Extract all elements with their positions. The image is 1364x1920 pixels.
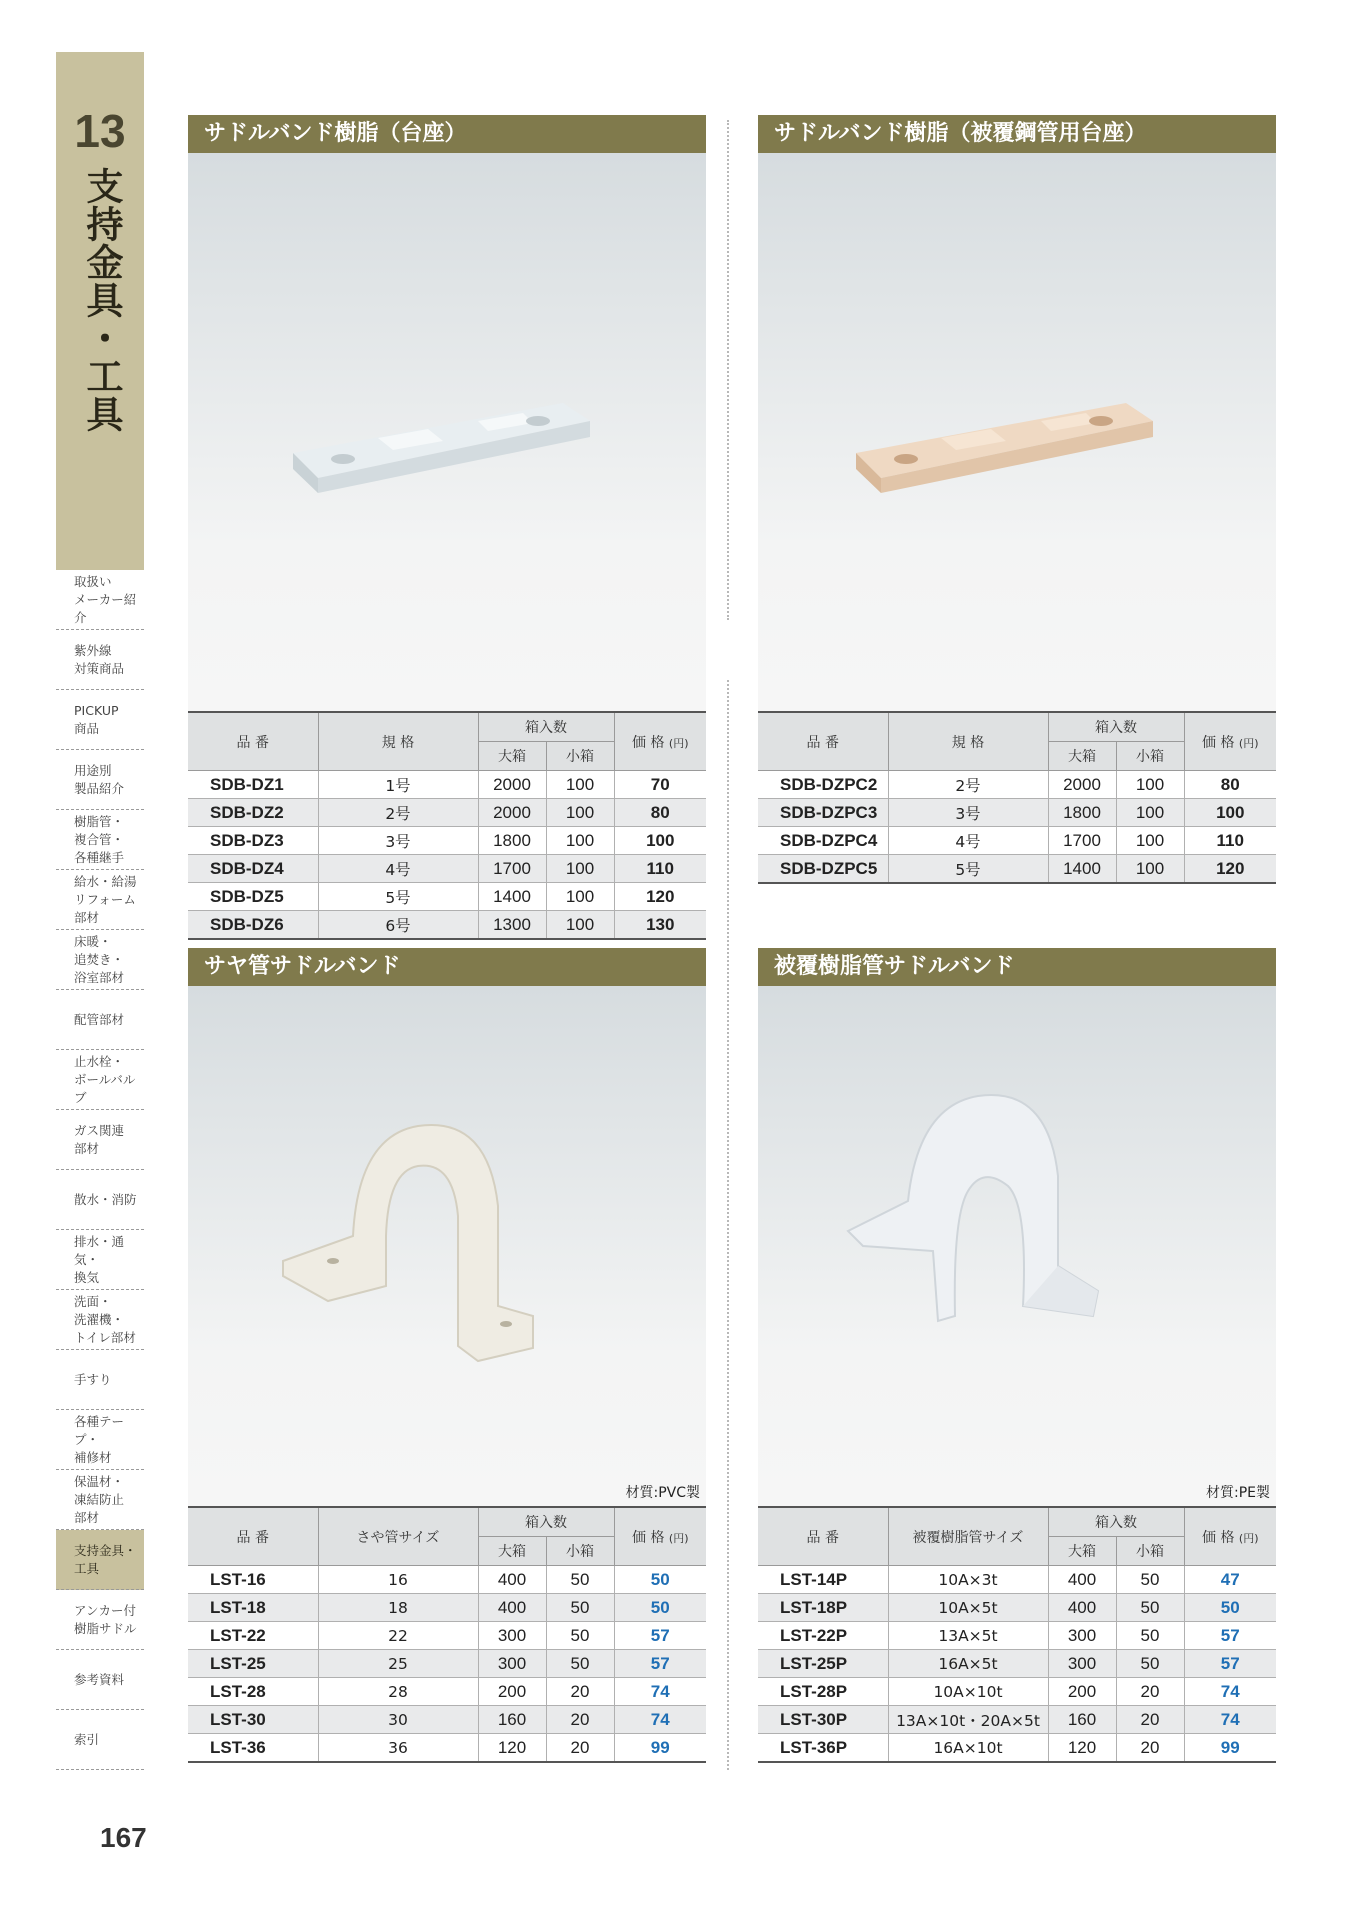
small-box-qty: 100: [546, 827, 614, 855]
side-nav-line: 散水・消防: [74, 1191, 137, 1207]
product-code: LST-22P: [758, 1622, 888, 1650]
side-nav-line: 追焚き・: [74, 951, 125, 967]
side-nav-line: ボールバルブ: [74, 1071, 136, 1105]
side-nav-line: 対策商品: [74, 660, 125, 676]
small-box-qty: 100: [1116, 799, 1184, 827]
size-spec: 5号: [318, 883, 478, 911]
side-nav-line: 複合管・: [74, 831, 125, 847]
side-nav-item[interactable]: [56, 1650, 144, 1710]
side-nav-line: 換気: [74, 1269, 100, 1285]
header-code: 品 番: [758, 1507, 888, 1566]
side-nav-item[interactable]: [56, 1050, 144, 1110]
price: 50: [1184, 1594, 1276, 1622]
header-price: 価 格 (円): [1184, 1507, 1276, 1566]
price: 57: [1184, 1622, 1276, 1650]
large-box-qty: 120: [478, 1734, 546, 1763]
header-large-box: 大箱: [478, 1537, 546, 1566]
large-box-qty: 160: [478, 1706, 546, 1734]
small-box-qty: 50: [1116, 1566, 1184, 1594]
size-spec: 28: [318, 1678, 478, 1706]
large-box-qty: 1700: [1048, 827, 1116, 855]
side-nav-label: [74, 1233, 144, 1287]
size-spec: 6号: [318, 911, 478, 940]
price: 74: [1184, 1706, 1276, 1734]
spec-table: [758, 711, 1276, 884]
side-nav-item[interactable]: [56, 1710, 144, 1770]
product-code: SDB-DZPC3: [758, 799, 888, 827]
large-box-qty: 400: [1048, 1594, 1116, 1622]
table-row: [758, 1678, 1276, 1706]
product-code: LST-30P: [758, 1706, 888, 1734]
header-code: 品 番: [188, 712, 318, 771]
side-nav-item[interactable]: [56, 1110, 144, 1170]
product-code: SDB-DZ6: [188, 911, 318, 940]
small-box-qty: 20: [546, 1678, 614, 1706]
material-label: 材質:PVC製: [625, 1485, 700, 1501]
table-row: [758, 1650, 1276, 1678]
side-nav-line: 保温材・: [74, 1473, 125, 1489]
product-photo: [758, 986, 1276, 1506]
table-row: [758, 1734, 1276, 1763]
side-nav-item[interactable]: [56, 870, 144, 930]
side-nav-label: [74, 1011, 124, 1029]
side-nav-item[interactable]: [56, 1290, 144, 1350]
product-code: LST-16: [188, 1566, 318, 1594]
size-spec: 4号: [888, 827, 1048, 855]
product-code: SDB-DZ3: [188, 827, 318, 855]
side-nav-line: 用途別: [74, 762, 112, 778]
side-nav-line: トイレ部材: [74, 1329, 136, 1345]
side-nav-line: 給水・給湯: [74, 873, 137, 889]
header-large-box: 大箱: [1048, 742, 1116, 771]
side-nav-label: [74, 1122, 124, 1158]
product-section-saddle-coated-base: [758, 115, 1276, 884]
table-row: [758, 1594, 1276, 1622]
side-nav-line: 部材: [74, 1509, 100, 1525]
table-row: [758, 855, 1276, 884]
size-spec: 30: [318, 1706, 478, 1734]
section-title: サヤ管サドルバンド: [188, 948, 706, 986]
size-spec: 10A×5t: [888, 1594, 1048, 1622]
side-nav-line: メーカー紹介: [74, 591, 137, 625]
table-row: [758, 1706, 1276, 1734]
side-nav-line: 索引: [74, 1731, 100, 1747]
size-spec: 16: [318, 1566, 478, 1594]
table-body: [188, 1566, 706, 1763]
product-code: SDB-DZPC2: [758, 771, 888, 799]
product-code: LST-36: [188, 1734, 318, 1763]
header-small-box: 小箱: [1116, 742, 1184, 771]
size-spec: 16A×5t: [888, 1650, 1048, 1678]
product-code: SDB-DZPC5: [758, 855, 888, 884]
side-nav-item[interactable]: [56, 990, 144, 1050]
large-box-qty: 2000: [478, 799, 546, 827]
price: 100: [1184, 799, 1276, 827]
small-box-qty: 100: [546, 799, 614, 827]
price: 80: [614, 799, 706, 827]
large-box-qty: 400: [478, 1594, 546, 1622]
size-spec: 13A×5t: [888, 1622, 1048, 1650]
table-row: [188, 1734, 706, 1763]
side-nav-line: 部材: [74, 1140, 100, 1156]
side-nav-label: [74, 702, 119, 738]
side-nav-line: 樹脂管・: [74, 813, 125, 829]
spec-table: [188, 1506, 706, 1763]
header-box: 箱入数: [478, 712, 614, 742]
side-nav-item[interactable]: [56, 630, 144, 690]
table-row: [758, 799, 1276, 827]
large-box-qty: 400: [1048, 1566, 1116, 1594]
large-box-qty: 300: [1048, 1650, 1116, 1678]
table-row: [188, 1650, 706, 1678]
size-spec: 2号: [318, 799, 478, 827]
small-box-qty: 20: [1116, 1706, 1184, 1734]
saddle-base-beige-image: [758, 153, 1276, 711]
side-nav-line: 手すり: [74, 1371, 112, 1387]
product-code: LST-25P: [758, 1650, 888, 1678]
large-box-qty: 1300: [478, 911, 546, 940]
product-code: LST-28P: [758, 1678, 888, 1706]
large-box-qty: 1700: [478, 855, 546, 883]
large-box-qty: 1400: [1048, 855, 1116, 884]
side-nav-line: 洗面・: [74, 1293, 112, 1309]
price: 120: [1184, 855, 1276, 884]
small-box-qty: 50: [1116, 1650, 1184, 1678]
column-divider: [727, 120, 729, 620]
side-nav-label: [74, 1602, 137, 1638]
price: 50: [614, 1594, 706, 1622]
size-spec: 3号: [888, 799, 1048, 827]
side-nav-label: [74, 1371, 112, 1389]
chapter-title: 支持金具・工具: [80, 167, 123, 433]
page-number: 167: [100, 1822, 147, 1853]
small-box-qty: 100: [546, 771, 614, 799]
price: 74: [614, 1706, 706, 1734]
side-nav-line: 床暖・: [74, 933, 112, 949]
side-nav-line: リフォーム: [74, 891, 136, 907]
small-box-qty: 100: [546, 911, 614, 940]
product-section-sheath-saddle: [188, 948, 706, 1763]
price: 110: [614, 855, 706, 883]
table-row: [188, 1706, 706, 1734]
small-box-qty: 100: [1116, 827, 1184, 855]
table-row: [188, 855, 706, 883]
price: 99: [614, 1734, 706, 1763]
price: 57: [614, 1622, 706, 1650]
header-price: 価 格 (円): [614, 1507, 706, 1566]
side-nav-line: 補修材: [74, 1449, 112, 1465]
side-nav-line: 部材: [74, 909, 100, 925]
price: 57: [614, 1650, 706, 1678]
size-spec: 10A×10t: [888, 1678, 1048, 1706]
side-nav-label: [74, 1293, 136, 1347]
table-body: [758, 1566, 1276, 1763]
large-box-qty: 1800: [478, 827, 546, 855]
price: 110: [1184, 827, 1276, 855]
side-nav-item[interactable]: [56, 570, 144, 630]
section-title: 被覆樹脂管サドルバンド: [758, 948, 1276, 986]
side-nav-label: [74, 762, 124, 798]
small-box-qty: 50: [546, 1594, 614, 1622]
size-spec: 4号: [318, 855, 478, 883]
product-photo: [188, 153, 706, 711]
size-spec: 18: [318, 1594, 478, 1622]
side-nav-line: アンカー付: [74, 1602, 137, 1618]
small-box-qty: 100: [1116, 855, 1184, 884]
size-spec: 36: [318, 1734, 478, 1763]
side-nav-line: 各種テープ・: [74, 1413, 125, 1447]
large-box-qty: 400: [478, 1566, 546, 1594]
small-box-qty: 50: [546, 1566, 614, 1594]
price: 120: [614, 883, 706, 911]
product-code: SDB-DZPC4: [758, 827, 888, 855]
product-code: SDB-DZ2: [188, 799, 318, 827]
side-nav-label: [74, 1413, 144, 1467]
product-code: SDB-DZ1: [188, 771, 318, 799]
side-nav-line: 支持金具・: [74, 1542, 137, 1558]
product-code: SDB-DZ4: [188, 855, 318, 883]
small-box-qty: 50: [1116, 1622, 1184, 1650]
side-nav-line: 配管部材: [74, 1011, 125, 1027]
small-box-qty: 50: [546, 1622, 614, 1650]
header-spec: 被覆樹脂管サイズ: [888, 1507, 1048, 1566]
side-nav-item[interactable]: [56, 810, 144, 870]
large-box-qty: 120: [1048, 1734, 1116, 1763]
product-code: LST-22: [188, 1622, 318, 1650]
side-nav-line: 排水・通気・: [74, 1233, 125, 1267]
size-spec: 3号: [318, 827, 478, 855]
header-spec: 規 格: [888, 712, 1048, 771]
size-spec: 16A×10t: [888, 1734, 1048, 1763]
material-label: 材質:PE製: [1205, 1485, 1270, 1501]
price: 50: [614, 1566, 706, 1594]
large-box-qty: 300: [478, 1650, 546, 1678]
size-spec: 2号: [888, 771, 1048, 799]
chapter-number: 13: [74, 105, 126, 157]
side-nav-line: 浴室部材: [74, 969, 125, 985]
header-box: 箱入数: [1048, 712, 1184, 742]
price: 80: [1184, 771, 1276, 799]
large-box-qty: 2000: [478, 771, 546, 799]
side-nav-line: 各種継手: [74, 849, 125, 865]
chapter-tab: [56, 52, 144, 570]
side-nav-item[interactable]: [56, 690, 144, 750]
small-box-qty: 20: [1116, 1678, 1184, 1706]
side-nav-label: [74, 1671, 124, 1689]
large-box-qty: 1400: [478, 883, 546, 911]
price: 100: [614, 827, 706, 855]
header-spec: 規 格: [318, 712, 478, 771]
small-box-qty: 100: [1116, 771, 1184, 799]
small-box-qty: 100: [546, 855, 614, 883]
side-nav-item[interactable]: [56, 1470, 144, 1530]
table-row: [188, 1594, 706, 1622]
header-box: 箱入数: [478, 1507, 614, 1537]
product-section-saddle-base: [188, 115, 706, 940]
large-box-qty: 200: [1048, 1678, 1116, 1706]
small-box-qty: 100: [546, 883, 614, 911]
large-box-qty: 300: [478, 1622, 546, 1650]
small-box-qty: 20: [546, 1734, 614, 1763]
table-row: [188, 799, 706, 827]
side-nav-line: 止水栓・: [74, 1053, 125, 1069]
product-code: LST-28: [188, 1678, 318, 1706]
product-code: LST-36P: [758, 1734, 888, 1763]
side-nav-line: 紫外線: [74, 642, 112, 658]
side-nav-item[interactable]: [56, 1530, 144, 1590]
side-nav-line: 商品: [74, 720, 100, 736]
table-row: [188, 1622, 706, 1650]
table-body: [188, 771, 706, 940]
large-box-qty: 200: [478, 1678, 546, 1706]
table-row: [188, 911, 706, 940]
header-small-box: 小箱: [546, 1537, 614, 1566]
product-section-coated-resin-saddle: [758, 948, 1276, 1763]
table-row: [758, 1622, 1276, 1650]
side-nav-item[interactable]: [56, 1590, 144, 1650]
table-row: [758, 1566, 1276, 1594]
price: 70: [614, 771, 706, 799]
section-title: サドルバンド樹脂（被覆鋼管用台座）: [758, 115, 1276, 153]
side-nav-label: [74, 813, 124, 867]
side-nav-label: [74, 1542, 137, 1578]
size-spec: 5号: [888, 855, 1048, 884]
size-spec: 10A×3t: [888, 1566, 1048, 1594]
small-box-qty: 20: [1116, 1734, 1184, 1763]
large-box-qty: 1800: [1048, 799, 1116, 827]
size-spec: 1号: [318, 771, 478, 799]
table-row: [188, 771, 706, 799]
large-box-qty: 2000: [1048, 771, 1116, 799]
side-nav-label: [74, 1731, 99, 1749]
small-box-qty: 50: [546, 1650, 614, 1678]
side-nav-line: 洗濯機・: [74, 1311, 125, 1327]
product-code: LST-30: [188, 1706, 318, 1734]
header-small-box: 小箱: [1116, 1537, 1184, 1566]
header-small-box: 小箱: [546, 742, 614, 771]
header-code: 品 番: [188, 1507, 318, 1566]
header-price: 価 格 (円): [1184, 712, 1276, 771]
product-code: LST-25: [188, 1650, 318, 1678]
side-nav-label: [74, 642, 124, 678]
large-box-qty: 300: [1048, 1622, 1116, 1650]
side-nav-label: [74, 1053, 144, 1107]
side-nav-item[interactable]: [56, 1170, 144, 1230]
header-large-box: 大箱: [478, 742, 546, 771]
side-nav-line: 凍結防止: [74, 1491, 125, 1507]
side-nav-item[interactable]: [56, 1410, 144, 1470]
price: 57: [1184, 1650, 1276, 1678]
product-code: LST-18: [188, 1594, 318, 1622]
side-nav-label: [74, 933, 124, 987]
side-nav-line: PICKUP: [74, 702, 119, 718]
product-photo: [758, 153, 1276, 711]
saddle-base-white-image: [188, 153, 706, 711]
sheath-saddle-band-image: [188, 986, 706, 1506]
side-nav-line: 取扱い: [74, 573, 112, 589]
side-nav-label: [74, 1473, 124, 1527]
price: 99: [1184, 1734, 1276, 1763]
table-row: [188, 827, 706, 855]
header-spec: さや管サイズ: [318, 1507, 478, 1566]
column-divider: [727, 680, 729, 1770]
spec-table: [188, 711, 706, 940]
small-box-qty: 20: [546, 1706, 614, 1734]
product-photo: [188, 986, 706, 1506]
price: 130: [614, 911, 706, 940]
table-row: [758, 771, 1276, 799]
side-nav-line: 樹脂サドル: [74, 1620, 137, 1636]
size-spec: 22: [318, 1622, 478, 1650]
side-nav-item[interactable]: [56, 1230, 144, 1290]
side-nav-line: 参考資料: [74, 1671, 125, 1687]
table-row: [188, 883, 706, 911]
small-box-qty: 50: [1116, 1594, 1184, 1622]
side-nav-label: [74, 1191, 137, 1209]
header-large-box: 大箱: [1048, 1537, 1116, 1566]
table-row: [188, 1678, 706, 1706]
side-navigation: [56, 570, 144, 1770]
section-title: サドルバンド樹脂（台座）: [188, 115, 706, 153]
spec-table: [758, 1506, 1276, 1763]
side-nav-label: [74, 873, 137, 927]
size-spec: 25: [318, 1650, 478, 1678]
header-code: 品 番: [758, 712, 888, 771]
price: 74: [1184, 1678, 1276, 1706]
product-code: SDB-DZ5: [188, 883, 318, 911]
side-nav-item[interactable]: [56, 750, 144, 810]
header-price: 価 格 (円): [614, 712, 706, 771]
large-box-qty: 160: [1048, 1706, 1116, 1734]
side-nav-line: 工具: [74, 1560, 100, 1576]
side-nav-line: ガス関連: [74, 1122, 125, 1138]
side-nav-label: [74, 573, 144, 627]
side-nav-line: 製品紹介: [74, 780, 125, 796]
product-code: LST-18P: [758, 1594, 888, 1622]
header-box: 箱入数: [1048, 1507, 1184, 1537]
product-code: LST-14P: [758, 1566, 888, 1594]
price: 47: [1184, 1566, 1276, 1594]
side-nav-item[interactable]: [56, 930, 144, 990]
table-row: [188, 1566, 706, 1594]
table-body: [758, 771, 1276, 884]
price: 74: [614, 1678, 706, 1706]
table-row: [758, 827, 1276, 855]
size-spec: 13A×10t・20A×5t: [888, 1706, 1048, 1734]
coated-resin-saddle-band-image: [758, 986, 1276, 1506]
side-nav-item[interactable]: [56, 1350, 144, 1410]
